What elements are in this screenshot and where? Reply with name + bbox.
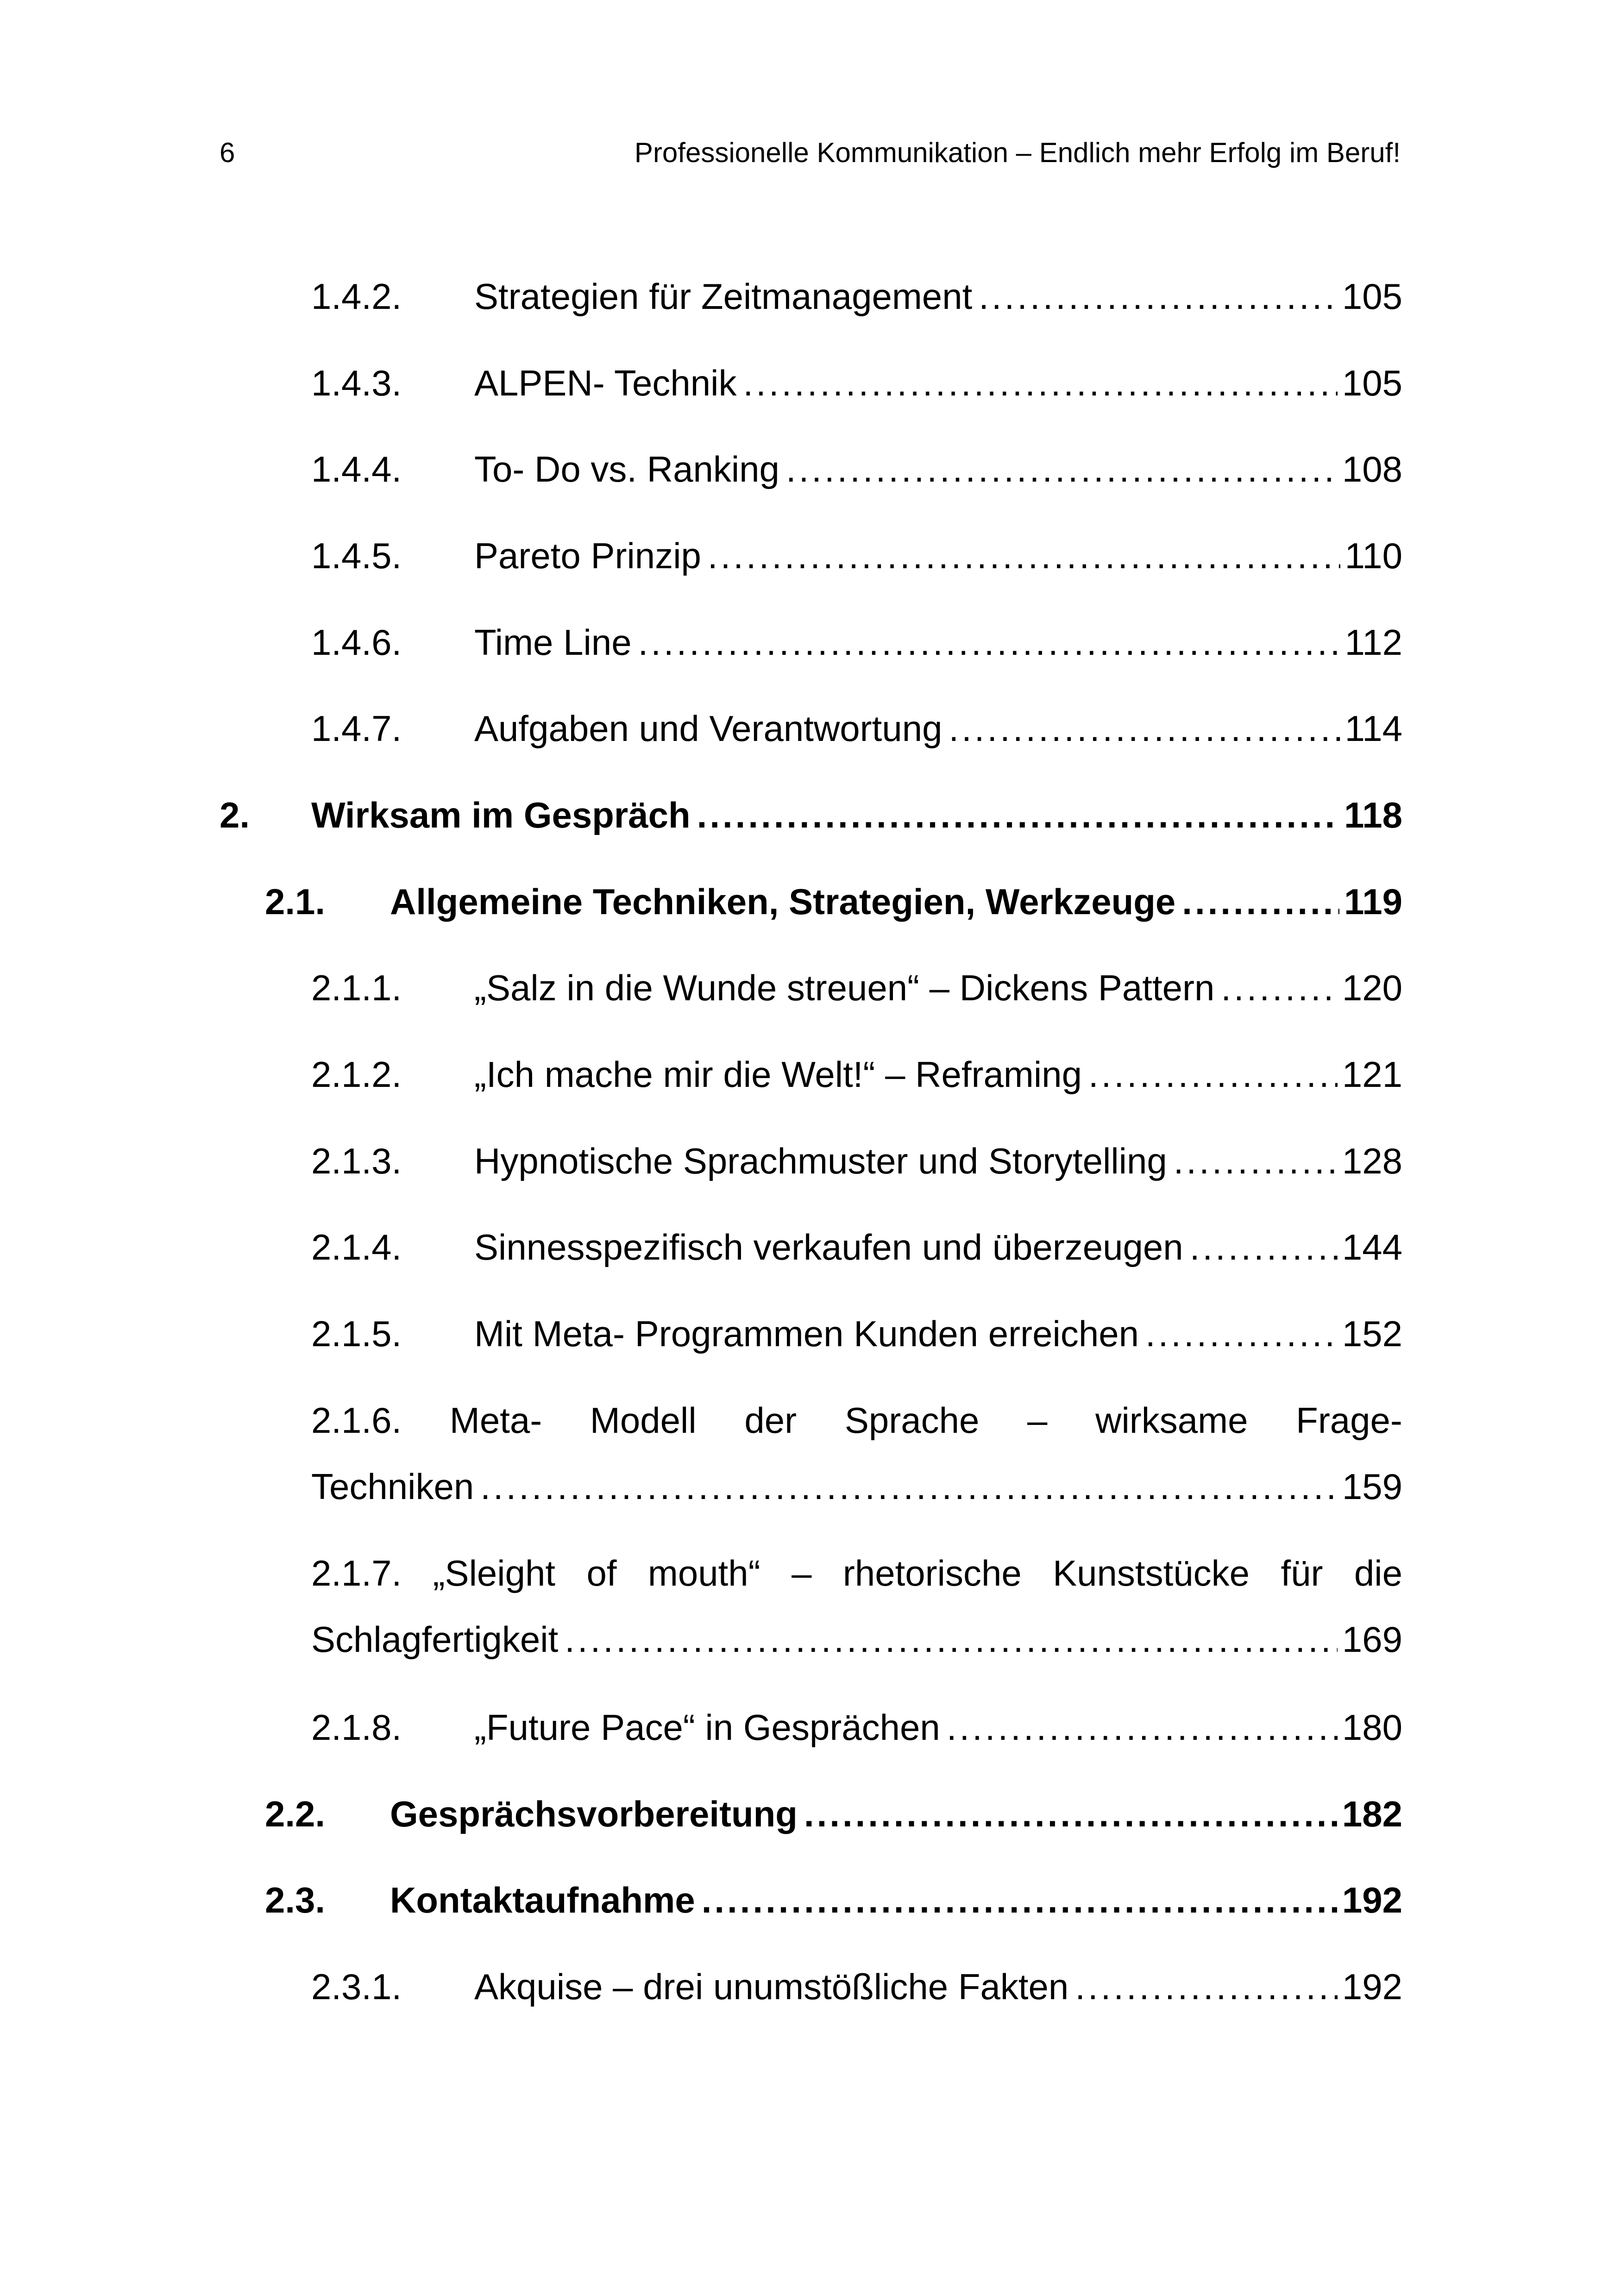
toc-entry-page: 118	[1344, 795, 1402, 835]
toc-entry-number: 2.1.7.	[311, 1553, 402, 1593]
toc-entry-page: 119	[1344, 881, 1402, 922]
toc-entry	[311, 530, 1402, 581]
toc-entry	[311, 962, 1402, 1013]
toc-entry-page: 120	[1342, 967, 1402, 1008]
toc-entry	[311, 358, 1402, 408]
toc-entry	[311, 617, 1402, 668]
toc-entry-page: 128	[1342, 1141, 1402, 1181]
toc-entry-title: „Future Pace“ in Gesprächen	[474, 1707, 940, 1748]
leader-dots	[1190, 1222, 1338, 1273]
leader-dots	[947, 1702, 1338, 1753]
toc-entry-title-word: Meta-	[449, 1400, 542, 1441]
leader-dots	[697, 790, 1339, 841]
leader-dots	[1174, 1135, 1338, 1186]
toc-entry	[220, 790, 1402, 841]
toc-entry	[265, 1788, 1402, 1839]
toc-entry-title-word: –	[792, 1553, 812, 1593]
toc-entry	[265, 876, 1402, 927]
toc-entry-title: Mit Meta- Programmen Kunden erreichen	[474, 1313, 1139, 1354]
toc-entry-title: ALPEN- Technik	[474, 363, 737, 403]
toc-entry-title: To- Do vs. Ranking	[474, 449, 779, 489]
toc-entry-title-word: für	[1281, 1553, 1323, 1593]
toc-entry-title: „Salz in die Wunde streuen“ – Dickens Pattern	[474, 967, 1215, 1008]
toc-entry	[311, 703, 1402, 754]
toc-entry-number: 1.4.4.	[311, 449, 402, 489]
toc-entry-page: 182	[1342, 1794, 1402, 1834]
toc-entry-title: Hypnotische Sprachmuster und Storytelling	[474, 1141, 1167, 1181]
toc-entry	[311, 1222, 1402, 1273]
leader-dots	[949, 703, 1340, 754]
toc-entry-page: 110	[1345, 535, 1402, 576]
toc-entry-title: Kontaktaufnahme	[390, 1880, 695, 1920]
toc-entry-number: 2.1.	[265, 881, 326, 922]
toc-entry	[311, 444, 1402, 495]
toc-entry-page: 112	[1345, 622, 1402, 663]
toc-entry-page: 108	[1342, 449, 1402, 489]
leader-dots	[638, 617, 1340, 668]
leader-dots	[1145, 1308, 1338, 1359]
toc-entry	[311, 1135, 1402, 1186]
toc-entry-title: Strategien für Zeitmanagement	[474, 276, 973, 317]
toc-entry	[311, 1308, 1402, 1359]
toc-entry-title: Techniken	[311, 1466, 474, 1507]
leader-dots	[743, 358, 1338, 408]
toc-entry-title-word: –	[1027, 1400, 1048, 1441]
toc-entry	[311, 1049, 1402, 1100]
toc-entry-number: 2.2.	[265, 1794, 326, 1834]
leader-dots	[804, 1788, 1338, 1839]
toc-entry-number: 2.	[220, 795, 250, 835]
toc-entry-number: 2.1.1.	[311, 967, 402, 1008]
toc-entry-title: Allgemeine Techniken, Strategien, Werkzeuge	[390, 881, 1176, 922]
toc-entry-title: Sinnesspezifisch verkaufen und überzeugen	[474, 1227, 1183, 1267]
running-title: Professionelle Kommunikation – Endlich mehr Erfolg im Beruf!	[634, 137, 1401, 168]
leader-dots	[1075, 1961, 1338, 2012]
toc-entry-title-word: Modell	[590, 1400, 697, 1441]
toc-entry	[311, 1961, 1402, 2012]
toc-entry-number: 1.4.2.	[311, 276, 402, 317]
toc-entry-number: 1.4.7.	[311, 708, 402, 749]
leader-dots	[708, 530, 1340, 581]
toc-entry-title: „Ich mache mir die Welt!“ – Reframing	[474, 1054, 1082, 1095]
toc-entry-number: 2.1.6.	[311, 1400, 402, 1441]
toc-entry-page: 121	[1342, 1054, 1402, 1095]
toc-entry-page: 159	[1342, 1466, 1402, 1507]
toc-entry-line1	[311, 1395, 1402, 1446]
toc-entry-title-word: rhetorische	[842, 1553, 1022, 1593]
page-number: 6	[220, 137, 235, 168]
toc-entry-title-word: die	[1354, 1553, 1402, 1593]
leader-dots	[1221, 962, 1338, 1013]
toc-entry-number: 1.4.3.	[311, 363, 402, 403]
toc-entry-page: 105	[1342, 363, 1402, 403]
toc-entry-number: 2.3.1.	[311, 1966, 402, 2007]
toc-entry-number: 2.1.4.	[311, 1227, 402, 1267]
toc-entry-page: 152	[1342, 1313, 1402, 1354]
leader-dots	[786, 444, 1338, 495]
leader-dots	[979, 271, 1338, 322]
toc-entry-title: Aufgaben und Verantwortung	[474, 708, 942, 749]
toc-entry-page: 114	[1345, 708, 1402, 749]
toc-entry	[311, 271, 1402, 322]
toc-entry-title-word: Frage-	[1296, 1400, 1402, 1441]
toc-entry-number: 2.1.2.	[311, 1054, 402, 1095]
toc-entry-line2	[311, 1614, 1402, 1665]
toc-entry-number: 1.4.6.	[311, 622, 402, 663]
toc-entry-title-word: wirksame	[1095, 1400, 1248, 1441]
leader-dots	[565, 1614, 1338, 1665]
toc-entry-title-word: of	[586, 1553, 617, 1593]
toc-entry-title-word: mouth“	[647, 1553, 760, 1593]
toc-entry-page: 192	[1342, 1966, 1402, 2007]
toc-entry-title: Pareto Prinzip	[474, 535, 701, 576]
toc-entry-title-word: Sprache	[844, 1400, 980, 1441]
toc-entry-title: Schlagfertigkeit	[311, 1619, 559, 1660]
toc-entry-page: 105	[1342, 276, 1402, 317]
toc-entry-line2	[311, 1461, 1402, 1512]
toc-entry-page: 169	[1342, 1619, 1402, 1660]
toc-entry	[265, 1875, 1402, 1926]
toc-entry-line1	[311, 1548, 1402, 1599]
leader-dots	[1182, 876, 1339, 927]
toc-entry-title: Wirksam im Gespräch	[311, 795, 691, 835]
toc-entry-number: 2.3.	[265, 1880, 326, 1920]
toc-entry-page: 180	[1342, 1707, 1402, 1748]
leader-dots	[702, 1875, 1338, 1926]
toc-entry-title: Time Line	[474, 622, 632, 663]
toc-entry-title: Gesprächsvorbereitung	[390, 1794, 798, 1834]
toc-entry	[311, 1702, 1402, 1753]
toc-entry-title-word: der	[744, 1400, 797, 1441]
toc-entry-page: 144	[1342, 1227, 1402, 1267]
toc-entry-title: Akquise – drei unumstößliche Fakten	[474, 1966, 1069, 2007]
toc-entry-number: 2.1.8.	[311, 1707, 402, 1748]
toc-entry-page: 192	[1342, 1880, 1402, 1920]
leader-dots	[480, 1461, 1338, 1512]
toc-entry-number: 2.1.3.	[311, 1141, 402, 1181]
toc-entry-title-word: Kunststücke	[1053, 1553, 1250, 1593]
toc-entry-title-word: „Sleight	[433, 1553, 556, 1593]
leader-dots	[1088, 1049, 1338, 1100]
toc-entry-number: 2.1.5.	[311, 1313, 402, 1354]
toc-entry-number: 1.4.5.	[311, 535, 402, 576]
